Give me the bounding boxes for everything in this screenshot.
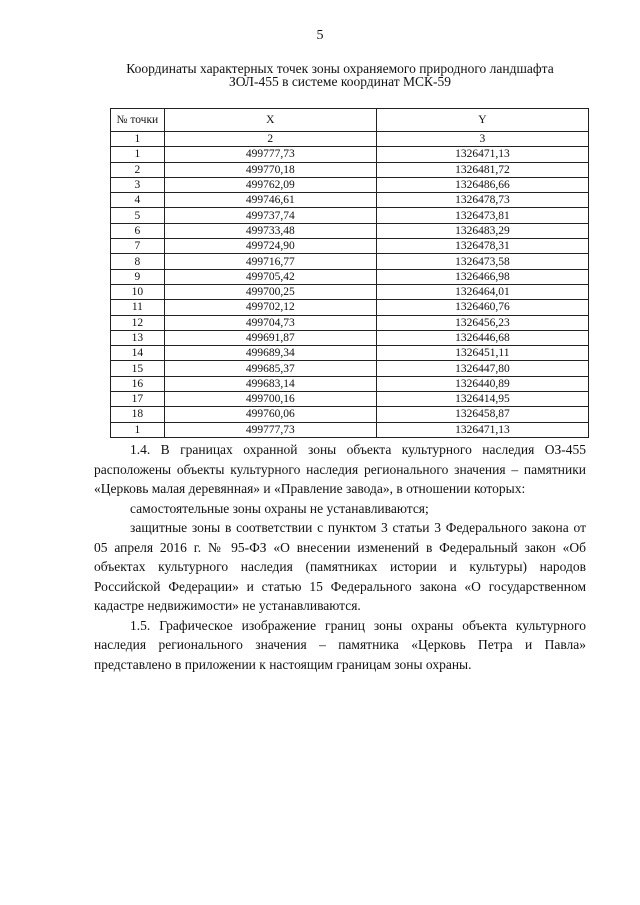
x-coordinate-cell: 499685,37 — [164, 361, 376, 376]
y-coordinate-cell: 1326471,13 — [376, 422, 588, 437]
paragraph-1-5: 1.5. Графическое изображение границ зоны охраны объекта культурного наследия регионального значения – памятника «Церковь Петра и Павла» представлено в приложении к настоящим границам зоны охраны. — [94, 617, 586, 672]
y-coordinate-cell: 1326464,01 — [376, 284, 588, 299]
table-row — [111, 239, 589, 254]
point-number-cell: 3 — [111, 177, 165, 192]
point-number-cell: 8 — [111, 254, 165, 269]
point-number-cell: 13 — [111, 330, 165, 345]
table-row — [111, 193, 589, 208]
table-row — [111, 422, 589, 437]
body-text — [94, 440, 586, 674]
x-coordinate-cell: 499770,18 — [164, 162, 376, 177]
point-number-cell: 2 — [111, 162, 165, 177]
y-coordinate-cell: 1326466,98 — [376, 269, 588, 284]
x-coordinate-cell: 499777,73 — [164, 147, 376, 162]
table-row — [111, 284, 589, 299]
table-row — [111, 346, 589, 361]
x-coordinate-cell: 499737,74 — [164, 208, 376, 223]
paragraph-1-4: 1.4. В границах охранной зоны объекта культурного наследия ОЗ-455 расположены объекты культурного наследия регионального значения – памятники «Церковь малая деревянная» и «Правление завода», в отношении которых: — [94, 442, 586, 496]
x-coordinate-cell: 499700,16 — [164, 392, 376, 407]
header-x: X — [164, 109, 376, 132]
y-coordinate-cell: 1326483,29 — [376, 223, 588, 238]
header-point-number: № точки — [111, 109, 165, 132]
y-coordinate-cell: 1326473,81 — [376, 208, 588, 223]
x-coordinate-cell: 499702,12 — [164, 300, 376, 315]
table-row — [111, 254, 589, 269]
point-number-cell: 1 — [111, 147, 165, 162]
table-row — [111, 177, 589, 192]
table-row — [111, 407, 589, 422]
y-coordinate-cell: 1326460,76 — [376, 300, 588, 315]
y-coordinate-cell: 1326471,13 — [376, 147, 588, 162]
table-title-line-2: ЗОЛ-455 в системе координат МСК-59 — [228, 74, 452, 89]
x-coordinate-cell: 499716,77 — [164, 254, 376, 269]
table-row — [111, 330, 589, 345]
table-row — [111, 300, 589, 315]
table-row — [111, 208, 589, 223]
y-coordinate-cell: 1326478,73 — [376, 193, 588, 208]
table-index-row — [111, 132, 589, 147]
y-coordinate-cell: 1326458,87 — [376, 407, 588, 422]
paragraph-no-protection-zones: самостоятельные зоны охраны не устанавливаются; — [130, 500, 429, 516]
table-title — [80, 62, 600, 88]
index-cell-1: 1 — [111, 132, 165, 147]
point-number-cell: 1 — [111, 422, 165, 437]
y-coordinate-cell: 1326473,58 — [376, 254, 588, 269]
point-number-cell: 6 — [111, 223, 165, 238]
header-y: Y — [376, 109, 588, 132]
y-coordinate-cell: 1326486,66 — [376, 177, 588, 192]
point-number-cell: 17 — [111, 392, 165, 407]
y-coordinate-cell: 1326456,23 — [376, 315, 588, 330]
page-number: 5 — [316, 28, 324, 43]
point-number-cell: 11 — [111, 300, 165, 315]
y-coordinate-cell: 1326414,95 — [376, 392, 588, 407]
table-row — [111, 376, 589, 391]
x-coordinate-cell: 499700,25 — [164, 284, 376, 299]
x-coordinate-cell: 499760,06 — [164, 407, 376, 422]
point-number-cell: 10 — [111, 284, 165, 299]
paragraph-protective-zones: защитные зоны в соответствии с пунктом 3 статьи 3 Федерального закона от 05 апреля 2016 г. № 95-ФЗ «О внесении изменений в Федеральный закон «Об объектах культурного наследия (памятниках истории и культуры) народов Российской Федерации» и статью 15 Федерального закона «О государственном кадастре недвижимости» не устанавливаются. — [94, 520, 586, 613]
point-number-cell: 5 — [111, 208, 165, 223]
table-row — [111, 361, 589, 376]
table-row — [111, 392, 589, 407]
coordinates-table — [110, 108, 589, 438]
index-cell-3: 3 — [376, 132, 588, 147]
table-row — [111, 223, 589, 238]
point-number-cell: 7 — [111, 239, 165, 254]
point-number-cell: 4 — [111, 193, 165, 208]
x-coordinate-cell: 499691,87 — [164, 330, 376, 345]
point-number-cell: 9 — [111, 269, 165, 284]
table-header-row — [111, 109, 589, 132]
y-coordinate-cell: 1326447,80 — [376, 361, 588, 376]
y-coordinate-cell: 1326446,68 — [376, 330, 588, 345]
table-row — [111, 269, 589, 284]
y-coordinate-cell: 1326451,11 — [376, 346, 588, 361]
point-number-cell: 16 — [111, 376, 165, 391]
y-coordinate-cell: 1326478,31 — [376, 239, 588, 254]
point-number-cell: 15 — [111, 361, 165, 376]
x-coordinate-cell: 499733,48 — [164, 223, 376, 238]
table-row — [111, 162, 589, 177]
y-coordinate-cell: 1326481,72 — [376, 162, 588, 177]
x-coordinate-cell: 499705,42 — [164, 269, 376, 284]
index-cell-2: 2 — [164, 132, 376, 147]
table-row — [111, 147, 589, 162]
x-coordinate-cell: 499724,90 — [164, 239, 376, 254]
table-title-line-1: Координаты характерных точек зоны охраняемого природного ландшафта — [126, 61, 554, 76]
x-coordinate-cell: 499746,61 — [164, 193, 376, 208]
x-coordinate-cell: 499762,09 — [164, 177, 376, 192]
x-coordinate-cell: 499777,73 — [164, 422, 376, 437]
table-row — [111, 315, 589, 330]
point-number-cell: 12 — [111, 315, 165, 330]
x-coordinate-cell: 499689,34 — [164, 346, 376, 361]
x-coordinate-cell: 499704,73 — [164, 315, 376, 330]
point-number-cell: 18 — [111, 407, 165, 422]
x-coordinate-cell: 499683,14 — [164, 376, 376, 391]
point-number-cell: 14 — [111, 346, 165, 361]
y-coordinate-cell: 1326440,89 — [376, 376, 588, 391]
